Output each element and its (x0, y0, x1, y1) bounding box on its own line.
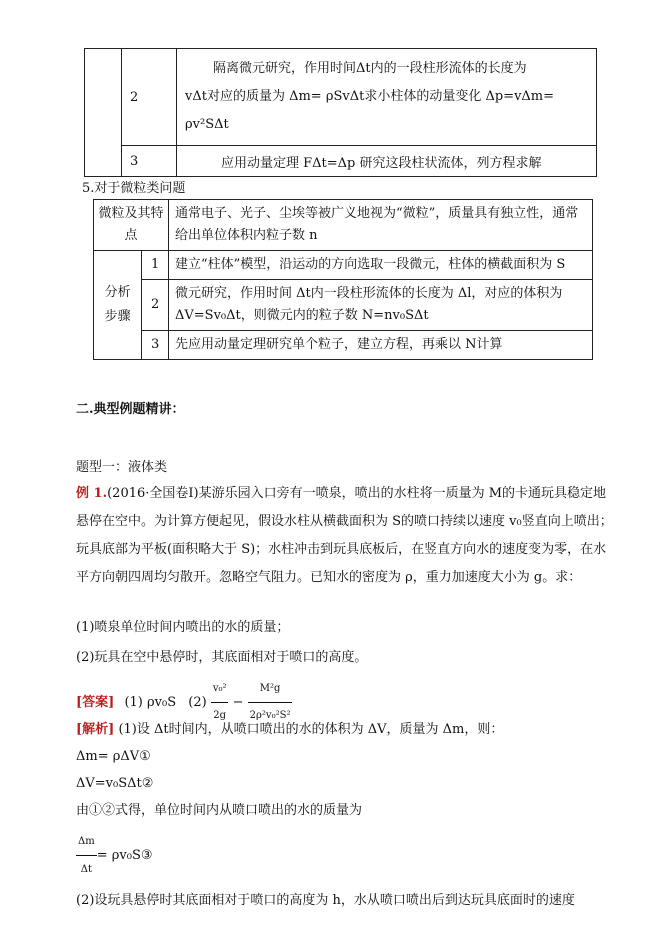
example-1 (76, 480, 616, 592)
steps-label: 分析步骤 (94, 251, 142, 360)
table-row-num: 3 (122, 146, 177, 177)
analysis (76, 716, 621, 914)
table-header-left: 微粒及其特点 (94, 200, 169, 251)
answer: [答案] (1) ρv₀S (2) $\frac{\text{v₀²}}{2g}$ − $\frac{\text{M²g}}{\text{2ρ²v₀²S²}}$ (76, 676, 292, 729)
analysis-line-3: ΔV=v₀SΔt② (76, 776, 154, 791)
answer-frac-1: $\frac{\text{v₀²}}{2g}$ (211, 676, 229, 729)
table-particles (93, 199, 593, 360)
analysis-line-1: [解析] (1)设 Δt时间内，从喷口喷出的水的体积为 ΔV，质量为 Δm，则： (76, 722, 504, 737)
step-num: 1 (142, 251, 169, 280)
answer-label: [答案] (76, 695, 115, 710)
analysis-line-5: $\frac{\Delta m}{\Delta t}$ = ρv₀S③ (76, 828, 621, 883)
table-row (94, 200, 593, 251)
section-2-title: 二.典型例题精讲： (76, 402, 185, 417)
table-header-right: 通常电子、光子、尘埃等被广义地视为“微粒”，质量具有独立性，通常给出单位体积内粒子数 n (169, 200, 593, 251)
step-text: 建立“柱体”模型，沿运动的方向选取一段微元，柱体的横截面积为 S (169, 251, 593, 280)
step-text: 先应用动量定理研究单个粒子，建立方程，再乘以 N计算 (169, 331, 593, 360)
table-cell: 应用动量定理 FΔt=Δp 研究这段柱状流体，列方程求解 (177, 146, 597, 177)
answer-2-prefix: (2) (188, 695, 207, 710)
analysis-line-4: 由①②式得，单位时间内从喷口喷出的水的质量为 (76, 803, 363, 818)
row2-line-1: 隔离微元研究，作用时间Δt内的一段柱形流体的长度为 (213, 61, 527, 76)
analysis-frac: $\frac{\Delta m}{\Delta t}$ (76, 828, 97, 883)
table-row (94, 251, 593, 280)
question-2: (2)玩具在空中悬停时，其底面相对于喷口的高度。 (76, 650, 368, 665)
table-row (85, 49, 597, 146)
table-row (85, 146, 597, 177)
step-num: 2 (142, 280, 169, 331)
analysis-line-6: (2)设玩具悬停时其底面相对于喷口的高度为 h，水从喷口喷出后到达玩具底面时的速度 (76, 893, 575, 908)
table-row (94, 280, 593, 331)
answer-frac-2: $\frac{\text{M²g}}{\text{2ρ²v₀²S²}}$ (248, 676, 293, 729)
example-label: 例 1. (76, 486, 108, 501)
table-continuation (84, 48, 597, 177)
section-5-title: 5.对于微粒类问题 (82, 181, 186, 196)
table-cell (177, 49, 597, 146)
row2-line-2: vΔt对应的质量为 Δm= ρSvΔt求小柱体的动量变化 Δp=vΔm= (185, 89, 555, 104)
row2-line-3: ρv²SΔt (185, 117, 229, 132)
answer-1: (1) ρv₀S (124, 695, 177, 710)
analysis-line-2: Δm= ρΔV① (76, 749, 151, 764)
table-row (94, 331, 593, 360)
example-text: (2016·全国卷Ⅰ)某游乐园入口旁有一喷泉，喷出的水柱将一质量为 M的卡通玩具稳定地悬停在空中。为计算方便起见，假设水柱从横截面积为 S的喷口持续以速度 v₀竖直向上喷出；玩具底部为平板(面积略大于 S)；水柱冲击到玩具底板后，在竖直方向水的速度变为零，在水平方向朝四周均匀散开。忽略空气阻力。已知水的密度为 ρ，重力加速度大小为 g。求： (76, 486, 613, 585)
topic-title: 题型一：液体类 (76, 460, 168, 475)
table-blank-cell (85, 49, 122, 177)
step-num: 3 (142, 331, 169, 360)
table-row-num: 2 (122, 49, 177, 146)
question-1: (1)喷泉单位时间内喷出的水的质量； (76, 620, 290, 635)
step-text: 微元研究，作用时间 Δt内一段柱形流体的长度为 Δl，对应的体积为 ΔV=Sv₀Δt，则微元内的粒子数 N=nv₀SΔt (169, 280, 593, 331)
